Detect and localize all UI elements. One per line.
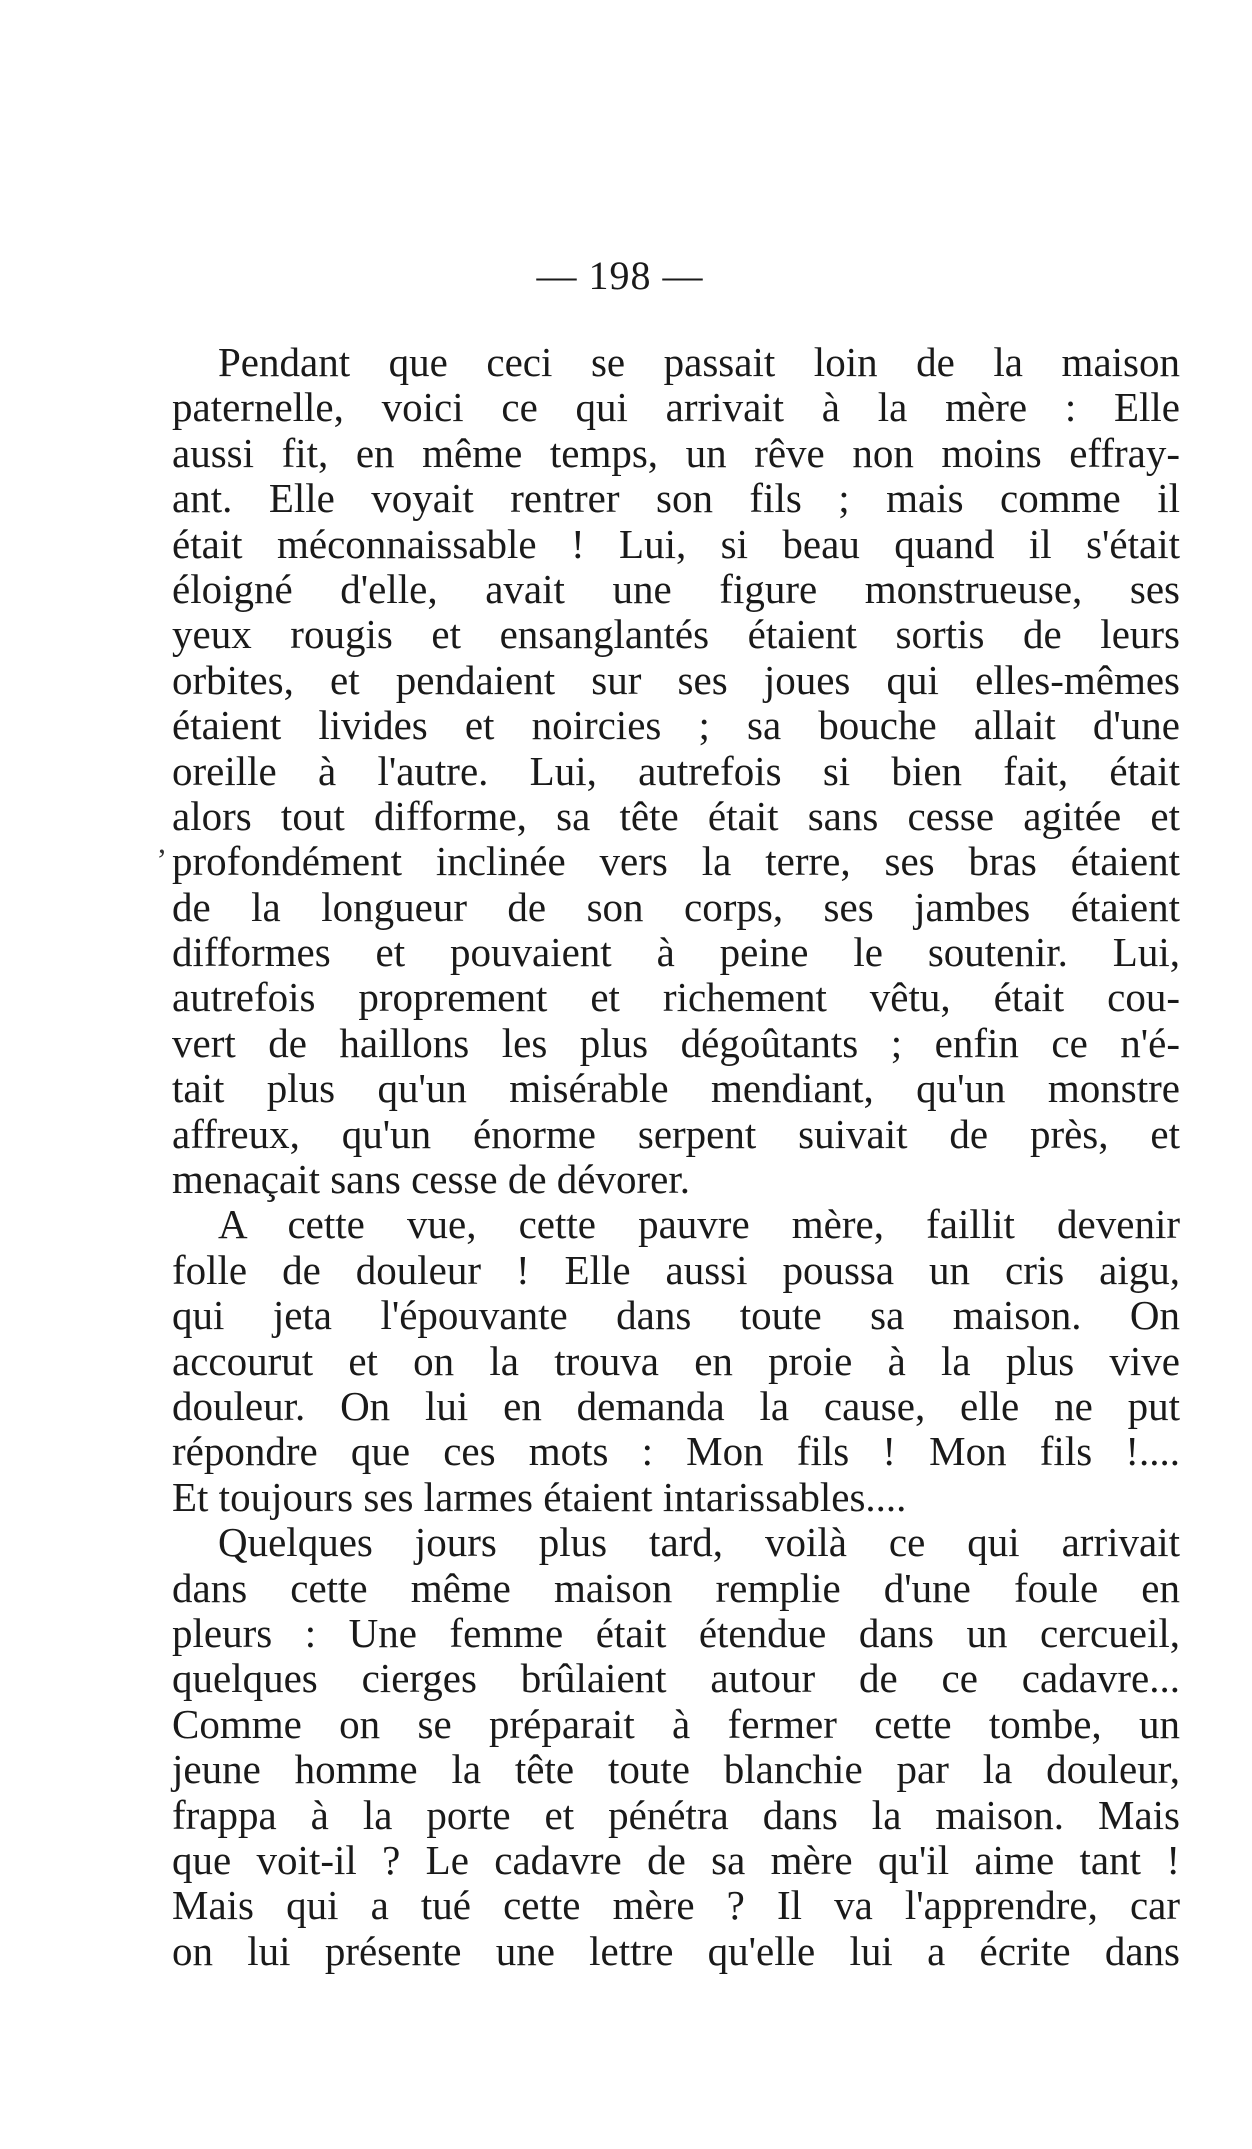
margin-mark: , <box>158 824 166 860</box>
text-line: difformes et pouvaient à peine le soutenir. Lui, <box>172 929 1180 976</box>
text-line: alors tout difforme, sa tête était sans cesse agitée et <box>172 792 1180 839</box>
text-line: ant. Elle voyait rentrer son fils ; mais comme il <box>172 475 1180 522</box>
text-line: A cette vue, cette pauvre mère, faillit devenir <box>218 1201 1180 1248</box>
text-line: jeune homme la tête toute blanchie par la douleur, <box>172 1746 1180 1793</box>
text-line: était méconnaissable ! Lui, si beau quand il s'était <box>172 520 1180 567</box>
text-line: Pendant que ceci se passait loin de la maison <box>218 339 1180 385</box>
text-line: dans cette même maison remplie d'une foule en <box>172 1564 1180 1611</box>
text-line: éloigné d'elle, avait une figure monstrueuse, ses <box>172 565 1180 612</box>
text-line: on lui présente une lettre qu'elle lui a écrite dans <box>172 1927 1180 1974</box>
body-text <box>172 340 1180 1974</box>
text-line: accourut et on la trouva en proie à la plus vive <box>172 1337 1180 1384</box>
text-line: paternelle, voici ce qui arrivait à la mère : Elle <box>172 384 1180 431</box>
text-line: Et toujours ses larmes étaient intarissables.... <box>172 1473 907 1520</box>
text-line: Comme on se préparait à fermer cette tombe, un <box>172 1700 1180 1747</box>
text-line: Quelques jours plus tard, voilà ce qui arrivait <box>218 1519 1180 1566</box>
text-line: quelques cierges brûlaient autour de ce cadavre... <box>172 1655 1180 1702</box>
text-line: oreille à l'autre. Lui, autrefois si bien fait, était <box>172 747 1180 794</box>
text-line: folle de douleur ! Elle aussi poussa un cris aigu, <box>172 1246 1180 1293</box>
text-line: que voit-il ? Le cadavre de sa mère qu'il aime tant ! <box>172 1836 1180 1883</box>
text-line: menaçait sans cesse de dévorer. <box>172 1156 690 1203</box>
text-line: affreux, qu'un énorme serpent suivait de près, et <box>172 1110 1180 1157</box>
text-line: qui jeta l'épouvante dans toute sa maison. On <box>172 1292 1180 1339</box>
text-line: aussi fit, en même temps, un rêve non moins effray- <box>172 429 1180 476</box>
text-line: vert de haillons les plus dégoûtants ; enfin ce n'é- <box>172 1019 1180 1066</box>
text-line: tait plus qu'un misérable mendiant, qu'un monstre <box>172 1065 1180 1112</box>
text-line: profondément inclinée vers la terre, ses bras étaient <box>172 838 1180 885</box>
text-line: frappa à la porte et pénétra dans la maison. Mais <box>172 1791 1180 1838</box>
page-number: — 198 — <box>536 253 704 298</box>
text-line: répondre que ces mots : Mon fils ! Mon fils !.... <box>172 1428 1180 1475</box>
text-line: douleur. On lui en demanda la cause, elle ne put <box>172 1382 1180 1429</box>
text-line: orbites, et pendaient sur ses joues qui elles-mêmes <box>172 656 1180 703</box>
text-line: Mais qui a tué cette mère ? Il va l'apprendre, car <box>172 1882 1180 1929</box>
text-line: yeux rougis et ensanglantés étaient sortis de leurs <box>172 611 1180 658</box>
text-line: pleurs : Une femme était étendue dans un cercueil, <box>172 1609 1180 1656</box>
text-line: de la longueur de son corps, ses jambes étaient <box>172 883 1180 930</box>
text-line: autrefois proprement et richement vêtu, était cou- <box>172 974 1180 1021</box>
text-line: étaient livides et noircies ; sa bouche allait d'une <box>172 702 1180 749</box>
